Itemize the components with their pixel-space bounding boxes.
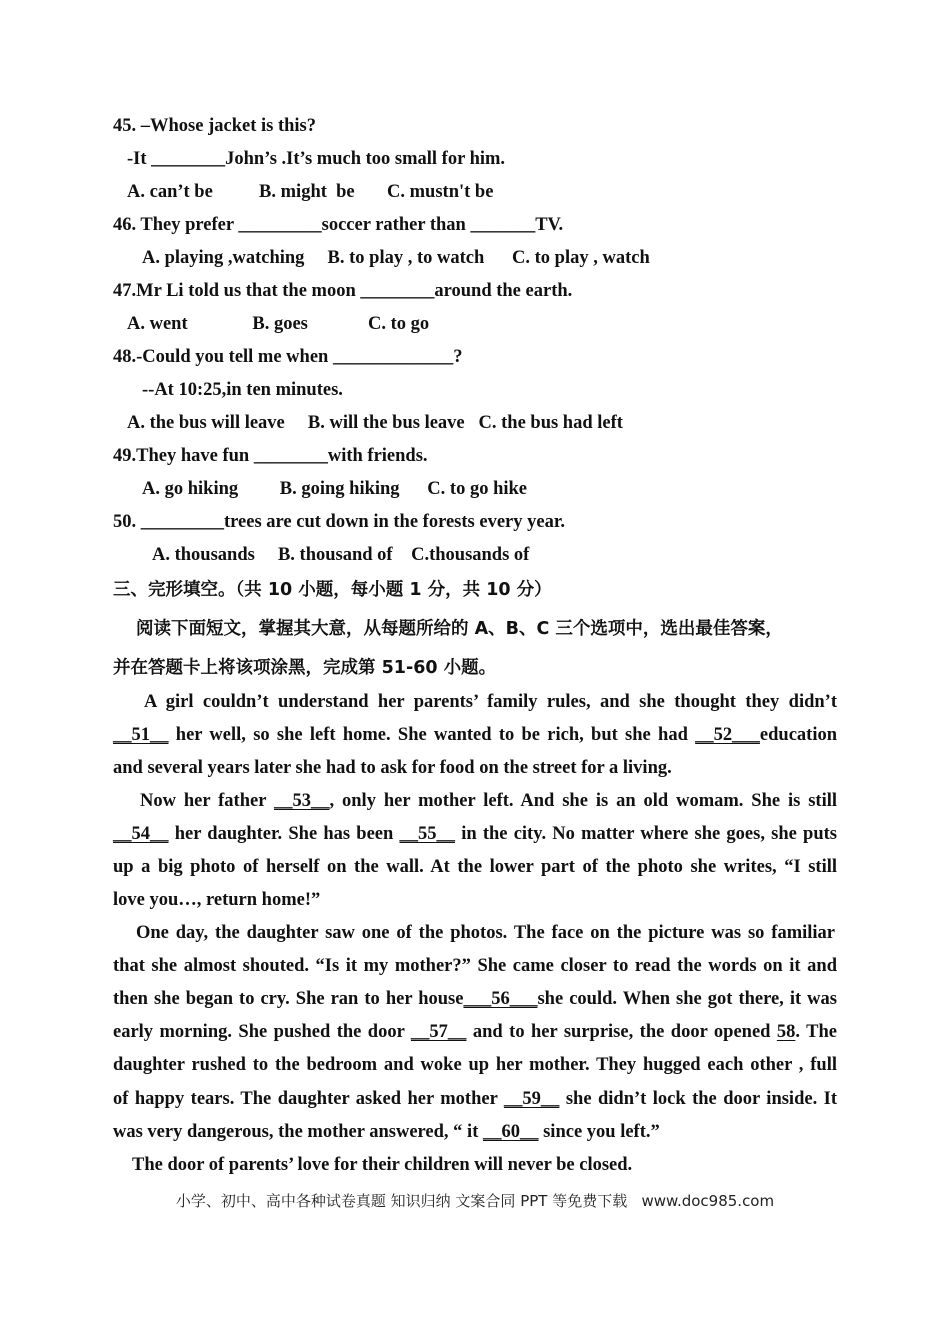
passage-line: of happy tears. The daughter asked her mother __59__ she didn’t lock the door inside. It <box>113 1089 837 1109</box>
blank-53: __53__ <box>274 791 330 811</box>
q47-stem: 47.Mr Li told us that the moon ________around the earth. <box>113 281 573 301</box>
passage-line: was very dangerous, the mother answered, “ it __60__ since you left.” <box>113 1122 660 1142</box>
passage-line: early morning. She pushed the door __57__ and to her surprise, the door opened 58. The <box>113 1022 837 1042</box>
q49-stem: 49.They have fun ________with friends. <box>113 446 428 466</box>
q48-line2: --At 10:25,in ten minutes. <box>142 380 343 400</box>
section-instruction-1: 阅读下面短文，掌握其大意，从每题所给的 A、B、C 三个选项中，选出最佳答案， <box>136 619 783 639</box>
section-instruction-2: 并在答题卡上将该项涂黑，完成第 51-60 小题。 <box>113 658 497 678</box>
blank-56: ___56___ <box>463 989 538 1009</box>
passage-line: __51__ her well, so she left home. She wanted to be rich, but she had __52___education <box>113 725 837 745</box>
blank-60: __60__ <box>482 1122 539 1142</box>
page-footer: 小学、初中、高中各种试卷真题 知识归纳 文案合同 PPT 等免费下载 www.doc985.com <box>175 1192 775 1210</box>
passage-line: __54__ her daughter. She has been __55__ in the city. No matter where she goes, she puts <box>113 824 837 844</box>
passage-line: and several years later she had to ask for food on the street for a living. <box>113 758 672 778</box>
q50-options: A. thousands B. thousand of C.thousands of <box>152 545 530 565</box>
passage-line: One day, the daughter saw one of the photos. The face on the picture was so familiar <box>136 923 835 943</box>
passage-line: then she began to cry. She ran to her house___56___she could. When she got there, it was <box>113 989 837 1009</box>
passage-line: love you…, return home!” <box>113 890 321 910</box>
q46-options: A. playing ,watching B. to play , to watch C. to play , watch <box>142 248 650 268</box>
q47-options: A. went B. goes C. to go <box>127 314 430 334</box>
q49-options: A. go hiking B. going hiking C. to go hike <box>142 479 527 499</box>
q45-options: A. can’t be B. might be C. mustn't be <box>127 182 494 202</box>
blank-54: __54__ <box>113 824 169 844</box>
q45-line2: -It ________John’s .It’s much too small for him. <box>127 149 506 169</box>
blank-57: __57__ <box>410 1022 467 1042</box>
q48-stem: 48.-Could you tell me when _____________? <box>113 347 463 367</box>
passage-line: that she almost shouted. “Is it my mother?” She came closer to read the words on it and <box>113 956 837 976</box>
q48-options: A. the bus will leave B. will the bus leave C. the bus had left <box>127 413 623 433</box>
blank-58: 58 <box>776 1022 796 1042</box>
q50-stem: 50. _________trees are cut down in the forests every year. <box>113 512 565 532</box>
q46-stem: 46. They prefer _________soccer rather than _______TV. <box>113 215 564 235</box>
passage-line: daughter rushed to the bedroom and woke up her mother. They hugged each other , full <box>113 1055 837 1075</box>
passage-line: The door of parents’ love for their children will never be closed. <box>132 1155 633 1175</box>
section-heading: 三、完形填空。（共 10 小题，每小题 1 分，共 10 分） <box>113 580 552 600</box>
q45-stem: 45. –Whose jacket is this? <box>113 116 316 136</box>
passage-line: up a big photo of herself on the wall. At the lower part of the photo she writes, “I still <box>113 857 837 877</box>
passage-line: Now her father __53__, only her mother left. And she is an old womam. She is still <box>140 791 837 811</box>
blank-55: __55__ <box>399 824 455 844</box>
blank-51: __51__ <box>113 725 169 745</box>
blank-52: __52___ <box>695 725 760 745</box>
passage-line: A girl couldn’t understand her parents’ family rules, and she thought they didn’t <box>144 692 837 712</box>
blank-59: __59__ <box>503 1089 560 1109</box>
